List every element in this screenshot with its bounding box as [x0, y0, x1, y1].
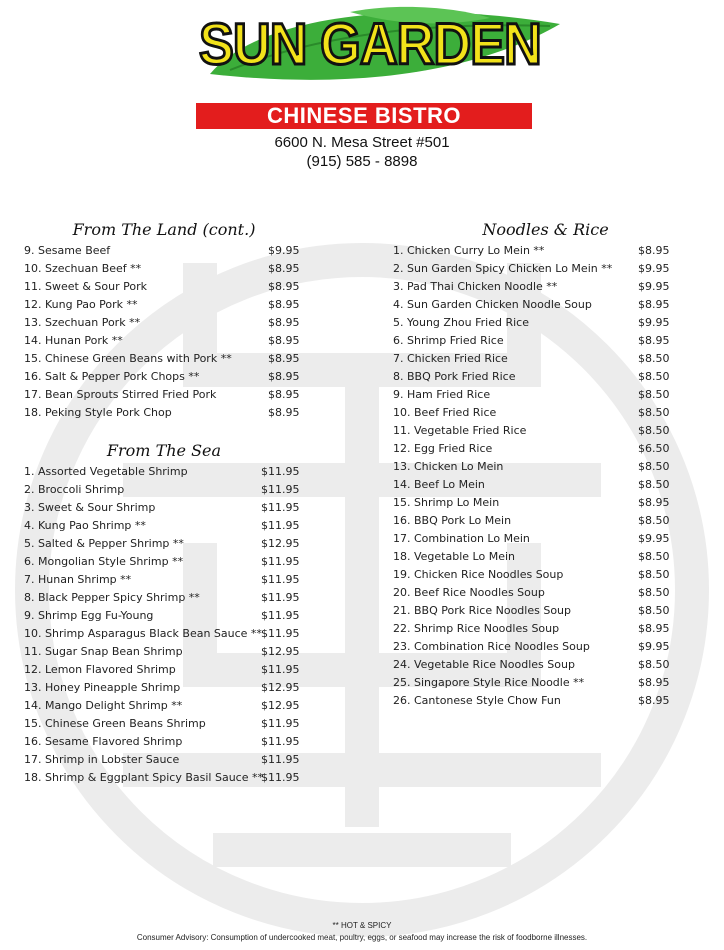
menu-item [24, 751, 304, 769]
menu-item [393, 260, 698, 278]
item-price: $8.95 [638, 496, 670, 509]
item-name: 24. Vegetable Rice Noodles Soup [393, 658, 575, 671]
menu-item [393, 674, 698, 692]
consumer-advisory: Consumer Advisory: Consumption of undercooked meat, poultry, eggs, or seafood may increase the risk of foodborne illnesses. [136, 933, 588, 942]
item-price: $8.50 [638, 406, 670, 419]
menu-item [24, 769, 304, 787]
menu-item [24, 314, 304, 332]
item-name: 16. BBQ Pork Lo Mein [393, 514, 512, 527]
item-name: 12. Egg Fried Rice [393, 442, 493, 455]
item-price: $9.95 [638, 280, 670, 293]
item-price: $11.95 [261, 501, 300, 514]
menu-item [24, 625, 304, 643]
menu-item [393, 602, 698, 620]
item-name: 7. Chicken Fried Rice [393, 352, 508, 365]
item-name: 10. Szechuan Beef ** [24, 262, 142, 275]
item-price: $8.50 [638, 568, 670, 581]
item-price: $8.95 [268, 316, 300, 329]
menu-item [24, 643, 304, 661]
noodles-list [393, 242, 698, 710]
menu-item [393, 620, 698, 638]
menu-item [24, 332, 304, 350]
item-price: $12.95 [261, 699, 300, 712]
item-name: 14. Mango Delight Shrimp ** [24, 699, 183, 712]
sea-list [24, 463, 304, 787]
item-name: 12. Lemon Flavored Shrimp [24, 663, 176, 676]
item-name: 18. Vegetable Lo Mein [393, 550, 515, 563]
item-price: $11.95 [261, 519, 300, 532]
item-price: $11.95 [261, 627, 300, 640]
section-title-land: From The Land (cont.) [72, 220, 256, 239]
item-price: $8.95 [268, 370, 300, 383]
item-name: 9. Shrimp Egg Fu-Young [24, 609, 154, 622]
item-price: $8.95 [638, 694, 670, 707]
item-name: 1. Chicken Curry Lo Mein ** [393, 244, 545, 257]
menu-item [393, 440, 698, 458]
item-name: 13. Szechuan Pork ** [24, 316, 141, 329]
item-price: $8.50 [638, 658, 670, 671]
item-name: 16. Sesame Flavored Shrimp [24, 735, 183, 748]
menu-item [24, 715, 304, 733]
item-name: 15. Chinese Green Beans with Pork ** [24, 352, 232, 365]
item-price: $8.95 [638, 334, 670, 347]
item-price: $8.95 [638, 244, 670, 257]
item-name: 21. BBQ Pork Rice Noodles Soup [393, 604, 571, 617]
item-name: 1. Assorted Vegetable Shrimp [24, 465, 188, 478]
item-name: 14. Beef Lo Mein [393, 478, 485, 491]
item-price: $9.95 [638, 262, 670, 275]
item-price: $11.95 [261, 735, 300, 748]
item-price: $8.50 [638, 352, 670, 365]
menu-item [24, 350, 304, 368]
item-price: $8.50 [638, 604, 670, 617]
item-price: $11.95 [261, 771, 300, 784]
item-name: 25. Singapore Style Rice Noodle ** [393, 676, 585, 689]
menu-item [24, 679, 304, 697]
item-price: $9.95 [638, 532, 670, 545]
item-price: $11.95 [261, 465, 300, 478]
item-price: $9.95 [268, 244, 300, 257]
item-name: 10. Beef Fried Rice [393, 406, 497, 419]
item-price: $11.95 [261, 663, 300, 676]
item-price: $8.50 [638, 550, 670, 563]
menu-item [393, 548, 698, 566]
item-name: 6. Mongolian Style Shrimp ** [24, 555, 184, 568]
item-price: $12.95 [261, 537, 300, 550]
item-name: 3. Sweet & Sour Shrimp [24, 501, 156, 514]
item-name: 4. Kung Pao Shrimp ** [24, 519, 146, 532]
menu-item [393, 584, 698, 602]
menu-item [24, 260, 304, 278]
menu-item [24, 571, 304, 589]
item-name: 15. Chinese Green Beans Shrimp [24, 717, 206, 730]
menu-item [24, 607, 304, 625]
item-name: 18. Peking Style Pork Chop [24, 406, 172, 419]
menu-item [24, 517, 304, 535]
item-name: 6. Shrimp Fried Rice [393, 334, 504, 347]
item-price: $8.50 [638, 460, 670, 473]
left-column [24, 218, 304, 787]
item-price: $11.95 [261, 573, 300, 586]
item-price: $11.95 [261, 753, 300, 766]
item-price: $11.95 [261, 609, 300, 622]
item-name: 26. Cantonese Style Chow Fun [393, 694, 561, 707]
menu-item [393, 638, 698, 656]
menu-item [24, 368, 304, 386]
item-price: $8.95 [268, 298, 300, 311]
item-price: $8.95 [638, 298, 670, 311]
menu-item [393, 242, 698, 260]
item-price: $9.95 [638, 316, 670, 329]
menu-item [393, 476, 698, 494]
menu-item [24, 589, 304, 607]
item-name: 11. Sweet & Sour Pork [24, 280, 147, 293]
subtitle-banner: CHINESE BISTRO [196, 103, 532, 129]
item-price: $11.95 [261, 591, 300, 604]
item-price: $8.50 [638, 478, 670, 491]
item-price: $8.95 [268, 388, 300, 401]
menu-item [393, 422, 698, 440]
item-price: $8.50 [638, 514, 670, 527]
item-name: 5. Salted & Pepper Shrimp ** [24, 537, 184, 550]
menu-item [393, 566, 698, 584]
menu-item [393, 386, 698, 404]
item-name: 8. Black Pepper Spicy Shrimp ** [24, 591, 200, 604]
menu-item [24, 553, 304, 571]
item-name: 12. Kung Pao Pork ** [24, 298, 138, 311]
logo-text: SUN GARDEN [199, 12, 541, 77]
menu-item [393, 656, 698, 674]
menu-item [393, 278, 698, 296]
item-name: 13. Honey Pineapple Shrimp [24, 681, 181, 694]
item-name: 17. Bean Sprouts Stirred Fried Pork [24, 388, 217, 401]
item-price: $8.50 [638, 424, 670, 437]
item-price: $8.95 [268, 262, 300, 275]
item-name: 2. Sun Garden Spicy Chicken Lo Mein ** [393, 262, 613, 275]
item-price: $8.95 [268, 406, 300, 419]
section-title-noodles: Noodles & Rice [482, 220, 609, 239]
menu-item [24, 535, 304, 553]
menu-item [24, 697, 304, 715]
item-price: $8.95 [638, 622, 670, 635]
menu-item [393, 692, 698, 710]
footer [0, 920, 724, 944]
menu-item [393, 494, 698, 512]
item-price: $8.95 [268, 334, 300, 347]
item-price: $8.50 [638, 388, 670, 401]
item-name: 18. Shrimp & Eggplant Spicy Basil Sauce ** [24, 771, 263, 784]
item-name: 14. Hunan Pork ** [24, 334, 123, 347]
menu-item [24, 296, 304, 314]
item-name: 22. Shrimp Rice Noodles Soup [393, 622, 560, 635]
menu-item [24, 386, 304, 404]
item-price: $12.95 [261, 681, 300, 694]
menu-item [393, 314, 698, 332]
item-name: 5. Young Zhou Fried Rice [393, 316, 529, 329]
menu-item [393, 512, 698, 530]
menu-item [24, 499, 304, 517]
menu-item [393, 404, 698, 422]
menu-item [24, 278, 304, 296]
item-name: 3. Pad Thai Chicken Noodle ** [393, 280, 558, 293]
item-name: 9. Sesame Beef [24, 244, 111, 257]
item-name: 17. Combination Lo Mein [393, 532, 530, 545]
address: 6600 N. Mesa Street #501 [274, 134, 450, 151]
menu-header [0, 0, 724, 180]
item-name: 19. Chicken Rice Noodles Soup [393, 568, 564, 581]
item-name: 17. Shrimp in Lobster Sauce [24, 753, 180, 766]
item-name: 9. Ham Fried Rice [393, 388, 491, 401]
item-price: $12.95 [261, 645, 300, 658]
item-name: 15. Shrimp Lo Mein [393, 496, 500, 509]
menu-item [393, 530, 698, 548]
item-name: 10. Shrimp Asparagus Black Bean Sauce ** [24, 627, 262, 640]
menu-item [24, 463, 304, 481]
land-list [24, 242, 304, 422]
item-price: $8.95 [268, 280, 300, 293]
right-column [393, 218, 698, 710]
item-price: $11.95 [261, 555, 300, 568]
menu-item [393, 350, 698, 368]
phone-number: (915) 585 - 8898 [306, 153, 418, 170]
menu-item [24, 404, 304, 422]
menu-item [24, 242, 304, 260]
item-name: 8. BBQ Pork Fried Rice [393, 370, 516, 383]
item-price: $8.95 [638, 676, 670, 689]
menu-item [24, 733, 304, 751]
item-price: $8.50 [638, 370, 670, 383]
item-price: $9.95 [638, 640, 670, 653]
menu-item [24, 481, 304, 499]
menu-item [393, 368, 698, 386]
item-name: 11. Vegetable Fried Rice [393, 424, 527, 437]
sun-garden-logo [170, 4, 570, 96]
item-name: 20. Beef Rice Noodles Soup [393, 586, 545, 599]
item-price: $8.95 [268, 352, 300, 365]
item-price: $11.95 [261, 717, 300, 730]
item-price: $6.50 [638, 442, 670, 455]
item-name: 2. Broccoli Shrimp [24, 483, 125, 496]
section-title-sea: From The Sea [106, 441, 222, 460]
menu-item [393, 332, 698, 350]
spicy-legend: ** HOT & SPICY [332, 921, 392, 930]
menu-item [393, 458, 698, 476]
item-name: 23. Combination Rice Noodles Soup [393, 640, 590, 653]
menu-item [393, 296, 698, 314]
item-name: 13. Chicken Lo Mein [393, 460, 504, 473]
item-price: $11.95 [261, 483, 300, 496]
item-name: 16. Salt & Pepper Pork Chops ** [24, 370, 200, 383]
item-name: 4. Sun Garden Chicken Noodle Soup [393, 298, 592, 311]
menu-item [24, 661, 304, 679]
item-price: $8.50 [638, 586, 670, 599]
item-name: 11. Sugar Snap Bean Shrimp [24, 645, 183, 658]
item-name: 7. Hunan Shrimp ** [24, 573, 132, 586]
